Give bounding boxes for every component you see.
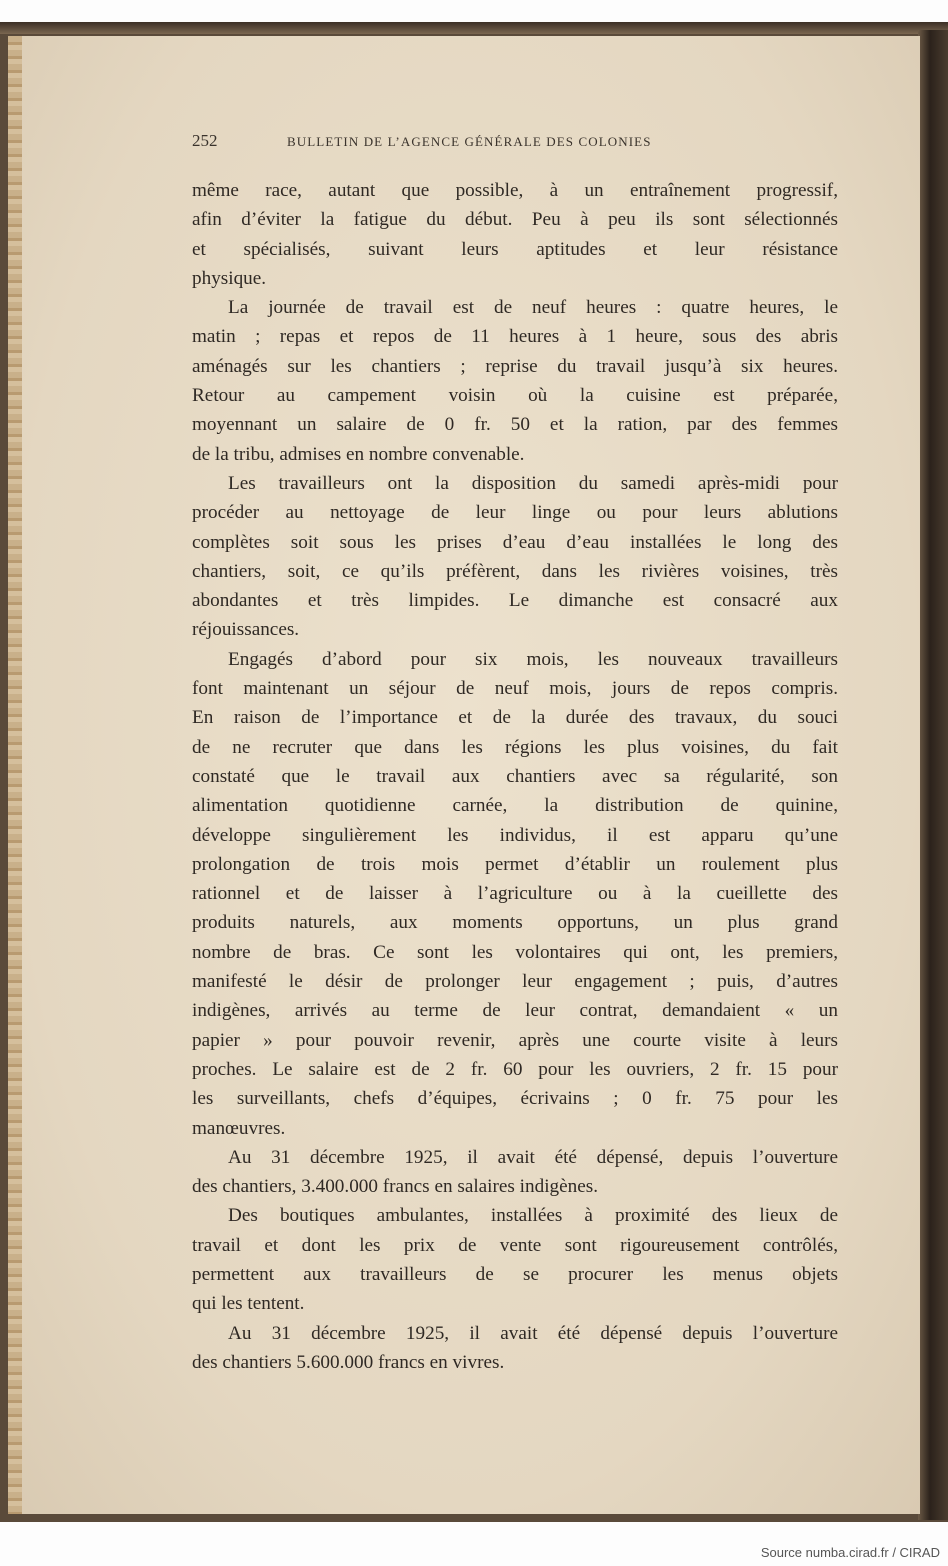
text-line: qui les tentent. — [192, 1293, 305, 1315]
text-line: complètes soit sous les prises d’eau d’eau installées le long des — [192, 531, 838, 553]
text-line: En raison de l’importance et de la durée des travaux, du souci — [192, 707, 838, 729]
text-line: Retour au campement voisin où la cuisine est préparée, — [192, 385, 838, 407]
text-line: les surveillants, chefs d’équipes, écrivains ; 0 fr. 75 pour les — [192, 1088, 838, 1110]
text-line: et spécialisés, suivant leurs aptitudes et leur résistance — [192, 238, 838, 260]
paragraph — [192, 645, 838, 1143]
text-line: manifesté le désir de prolonger leur engagement ; puis, d’autres — [192, 971, 838, 993]
paragraph — [192, 293, 838, 469]
text-line: Les travailleurs ont la disposition du samedi après-midi pour — [228, 472, 838, 494]
page-number: 252 — [192, 131, 218, 150]
text-line: procéder au nettoyage de leur linge ou pour leurs ablutions — [192, 502, 838, 524]
page-header — [192, 131, 842, 153]
paragraph — [192, 176, 838, 293]
book-top-edge — [0, 22, 948, 34]
text-line: proches. Le salaire est de 2 fr. 60 pour les ouvriers, 2 fr. 15 pour — [192, 1058, 838, 1080]
text-line: indigènes, arrivés au terme de leur contrat, demandaient « un — [192, 1000, 838, 1022]
text-line: chantiers, soit, ce qu’ils préfèrent, dans les rivières voisines, très — [192, 560, 838, 582]
text-line: constaté que le travail aux chantiers avec sa régularité, son — [192, 765, 838, 787]
text-line: développe singulièrement les individus, il est apparu qu’une — [192, 824, 838, 846]
text-line: Au 31 décembre 1925, il avait été dépensé, depuis l’ouverture — [228, 1146, 838, 1168]
text-line: La journée de travail est de neuf heures : quatre heures, le — [228, 297, 838, 319]
text-line: papier » pour pouvoir revenir, après une courte visite à leurs — [192, 1029, 838, 1051]
text-line: alimentation quotidienne carnée, la distribution de quinine, — [192, 795, 838, 817]
text-line: produits naturels, aux moments opportuns, un plus grand — [192, 912, 838, 934]
paragraph — [192, 1319, 838, 1378]
page-body-text — [192, 176, 838, 1377]
text-line: prolongation de trois mois permet d’établir un roulement plus — [192, 853, 838, 875]
text-line: de ne recruter que dans les régions les plus voisines, du fait — [192, 736, 838, 758]
text-line: même race, autant que possible, à un entraînement progressif, — [192, 180, 838, 201]
page-edge-strip — [8, 36, 22, 1514]
text-line: des chantiers, 3.400.000 francs en salaires indigènes. — [192, 1176, 599, 1198]
text-line: de la tribu, admises en nombre convenable. — [192, 443, 525, 465]
text-line: Des boutiques ambulantes, installées à proximité des lieux de — [228, 1205, 838, 1227]
text-line: travail et dont les prix de vente sont rigoureusement contrôlés, — [192, 1234, 838, 1256]
text-line: Engagés d’abord pour six mois, les nouveaux travailleurs — [228, 648, 838, 670]
paragraph — [192, 1143, 838, 1202]
text-line: font maintenant un séjour de neuf mois, jours de repos compris. — [192, 678, 838, 700]
running-title: BULLETIN DE L’AGENCE GÉNÉRALE DES COLONIES — [287, 134, 652, 149]
text-line: des chantiers 5.600.000 francs en vivres. — [192, 1351, 505, 1373]
text-line: nombre de bras. Ce sont les volontaires qui ont, les premiers, — [192, 941, 838, 963]
text-line: rationnel et de laisser à l’agriculture ou à la cueillette des — [192, 883, 838, 905]
text-line: afin d’éviter la fatigue du début. Peu à peu ils sont sélectionnés — [192, 209, 838, 231]
text-line: Au 31 décembre 1925, il avait été dépensé depuis l’ouverture — [228, 1322, 838, 1344]
source-credit: Source numba.cirad.fr / CIRAD — [760, 1545, 940, 1560]
book-spine-edge — [918, 30, 948, 1520]
text-line: physique. — [192, 267, 267, 289]
text-line: matin ; repas et repos de 11 heures à 1 heure, sous des abris — [192, 326, 838, 348]
text-line: moyennant un salaire de 0 fr. 50 et la ration, par des femmes — [192, 414, 838, 436]
text-line: abondantes et très limpides. Le dimanche est consacré aux — [192, 590, 838, 612]
text-line: réjouissances. — [192, 619, 300, 641]
paragraph — [192, 1201, 838, 1318]
text-line: permettent aux travailleurs de se procurer les menus objets — [192, 1263, 838, 1285]
text-line: manœuvres. — [192, 1117, 286, 1139]
text-line: aménagés sur les chantiers ; reprise du travail jusqu’à six heures. — [192, 355, 838, 377]
paragraph — [192, 469, 838, 645]
